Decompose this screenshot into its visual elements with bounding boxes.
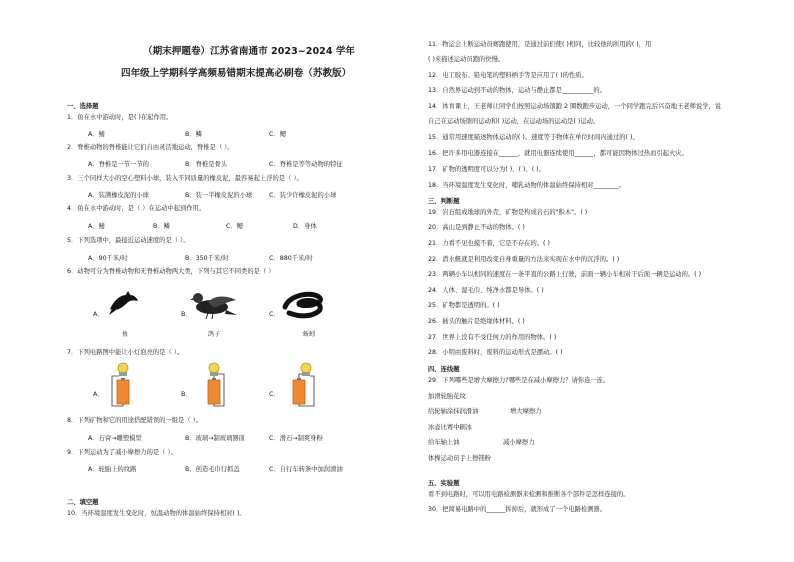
q8-option-c: C．滑石→制爽身粉	[269, 435, 323, 442]
q4-option-b: B．鳞	[153, 223, 170, 230]
question-20: 20．高山是到静止不动的物体。( )	[428, 224, 525, 231]
q2-option-b: B．脊椎是骨头	[185, 161, 228, 168]
question-23: 23．两辆小车以相同的速度在一条平直的公路上行驶，前面一辆小车相对于后面一辆是运动的。( )	[428, 271, 702, 278]
question-13: 13．自然界运动到不动的物体，运动与静止都是__________的。	[428, 87, 607, 94]
q6-option-c: C．	[269, 311, 280, 318]
question-5: 5．下列选项中，最接近运动速度的是（ ）。	[67, 237, 190, 244]
q7-option-b: B．	[181, 391, 192, 398]
match-target-decrease: 减小摩擦力	[503, 439, 535, 446]
match-item-1: 加滑轮胎花纹	[428, 393, 466, 400]
question-16: 16．把许多用电器连接在______，就用电器连续使用______，都可能因物体过热而引起火灾。	[428, 150, 688, 157]
q1-option-c: C．鳃	[269, 131, 286, 138]
q3-option-c: C．装少许橡皮泥的小球	[269, 192, 337, 199]
section-choice: 一、选择题	[67, 103, 99, 110]
q6-caption-pigeon: 鸽子	[207, 331, 221, 338]
earthworm-icon	[281, 289, 331, 319]
q9-option-c: C．自行车转条中加润滑油	[269, 466, 343, 473]
fish-icon	[107, 287, 141, 317]
circuit-b-icon	[199, 362, 229, 412]
question-29: 29．下列哪些是增大摩擦力?哪些是在减小摩擦力？请你连一连。	[428, 377, 610, 384]
circuit-c-icon	[284, 362, 318, 412]
match-item-5: 体操运动员手上擦镁粉	[428, 455, 491, 462]
section-fill: 二、填空题	[67, 499, 99, 506]
question-7: 7．下列电路图中能让小灯泡亮的是（ ）。	[67, 349, 184, 356]
question-25: 25．矿物都是透明的。( )	[428, 302, 500, 309]
q3-option-b: B．装一半橡皮泥的小球	[185, 192, 253, 199]
question-19: 19．岩石组成地球的外壳，矿物是构成岩石的"积木"。( )	[428, 209, 588, 216]
q1-option-a: A．鳍	[88, 131, 105, 138]
question-21: 21．力看不见也摸不着，它是不存在的。( )	[428, 240, 550, 247]
question-15: 15．通常用速度描述物体运动的( )。速度等于物体在单位时间内通过的( )。	[428, 134, 639, 141]
section-judge: 三、判断题	[428, 198, 460, 205]
q2-option-c: C．脊椎是等等动物的特征	[269, 161, 343, 168]
pigeon-icon	[190, 288, 238, 320]
match-item-3: 冰壶比赛中刷冰	[428, 424, 473, 431]
question-18: 18．当环境温度发生变化时，哺乳动物的体温始终保持相对________。	[428, 182, 625, 189]
question-27: 27．世界上没有不受任何力的作用的物体。( )	[428, 334, 557, 341]
question-8: 8．下列矿物和它的用途搭配错误的一组是（ ）。	[67, 417, 203, 424]
q9-option-a: A．轮胎上的纹路	[88, 466, 137, 473]
question-28: 28．小明由废料时，废料的运动形式是摆动。( )	[428, 349, 563, 356]
q5-option-a: A．90千米/时	[88, 255, 128, 262]
question-9: 9．下列运动为了减小摩擦力的是（ ）。	[67, 449, 177, 456]
q6-option-a: A．	[93, 311, 104, 318]
question-11-line-2: ( )来描述运动员跑的快慢。	[428, 56, 505, 63]
circuit-a-icon	[108, 362, 138, 412]
q5-option-b: B．350千米/时	[185, 255, 229, 262]
q5-option-c: C．880千米/时	[269, 255, 313, 262]
question-1: 1．鱼在水中游动时，是( )在起作用。	[67, 114, 173, 121]
q2-option-a: A．脊椎是一节一节的	[88, 161, 149, 168]
question-10: 10．当环境温度发生变化时，恒温动物的体温始终保持相对( )。	[67, 510, 246, 517]
experiment-intro: 看不到电路时，可以用电路检测器来检测和推断各个部件是怎样连接的。	[428, 491, 630, 498]
title-line-1: （期末押题卷）江苏省南通市 2023~2024 学年	[143, 46, 356, 57]
question-4: 4．鱼在水中游动时，是（ ）在运动中起到作用。	[67, 205, 206, 212]
title-line-2: 四年级上学期科学高频易错期末提高必刷卷（苏教版）	[121, 68, 352, 79]
q7-option-a: A．	[93, 391, 104, 398]
question-26: 26．插头的触片是绝缘体材料。( )	[428, 318, 525, 325]
question-14-line-1: 14．体育课上，王老师让同学们按照运动场馈跑 2 圈数跑步运动，一个同学跑完后兴奋地王老师说学，说	[428, 103, 722, 110]
q9-option-b: B．创造毛巾行抓盖	[185, 466, 240, 473]
q6-option-b: B．	[181, 311, 192, 318]
question-24: 24．人体、湿毛巾、纯净水都是导体。( )	[428, 287, 544, 294]
match-item-2: 给轮轴涂抹润滑油	[428, 408, 479, 415]
q3-option-a: A．装满橡皮泥的小球	[88, 192, 149, 199]
question-17: 17．矿物的透明度可以分为( )、( )、( )。	[428, 166, 545, 173]
question-22: 22．潜水艇就是利用改变自身重量的方法来实现在水中的沉浮的。( )	[428, 256, 620, 263]
section-experiment: 五、实验题	[428, 480, 460, 487]
match-item-4: 给车轴上油	[428, 439, 460, 446]
question-2: 2．脊椎动物的脊椎能让它们自由灵活地运动，脊椎是（ ）。	[67, 144, 234, 151]
q8-option-b: B．玻璃→制玻璃器皿	[185, 435, 245, 442]
section-match: 四、连线题	[428, 366, 460, 373]
q6-caption-earthworm: 蚯蚓	[302, 331, 316, 338]
q4-option-a: A．鳍	[88, 223, 105, 230]
match-target-increase: 增大摩擦力	[510, 408, 542, 415]
q4-option-c: C．鳃	[226, 223, 243, 230]
question-11-line-1: 11．物运会上断运动员赛跑使用，是通过前们使( )相同，比较他的所用的( )，用	[428, 41, 652, 48]
q4-option-d: D．身体	[293, 223, 317, 230]
q6-caption-fish: 鱼	[121, 331, 129, 338]
question-12: 12．电工胶布、铅电笔的塑料柄手等是应用了( )的性质。	[428, 72, 588, 79]
question-3: 3．三个同样大小的空心塑料小球，装入不同质量的橡皮泥，最容易起上浮的是（ ）。	[67, 175, 303, 182]
q8-option-a: A．石膏→雕塑模型	[88, 435, 142, 442]
q7-option-c: C．	[269, 391, 280, 398]
question-30: 30．把简易电路中的______拆掉后，就形成了一个电路检测器。	[428, 506, 607, 513]
question-14-line-2: 自己在运动场馈的运动和( )运动，在运动场的运动是( )运动。	[428, 118, 600, 125]
q1-option-b: B．鳞	[185, 131, 202, 138]
question-6: 6．动物可分为脊椎动物和无脊椎动物两大类，下列与其它不同类的是（ ）	[67, 268, 275, 275]
